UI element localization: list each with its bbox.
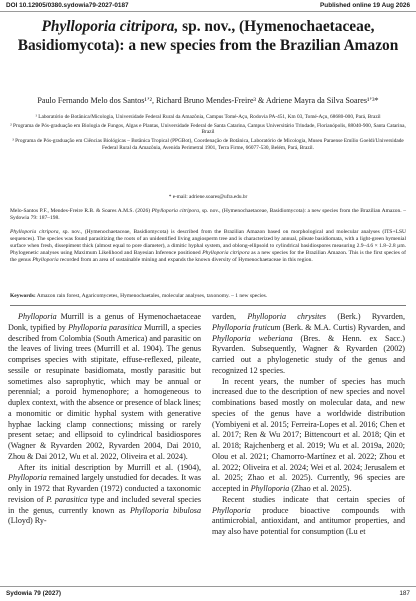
text: (Berk.) Ryvarden, xyxy=(326,312,405,321)
text: (Lloyd) Ry- xyxy=(8,516,47,526)
species-name: Phylloporia fruticum xyxy=(212,322,281,332)
title-species: Phylloporia citripora, xyxy=(41,18,179,35)
abstract xyxy=(10,229,406,264)
paragraph xyxy=(8,312,201,463)
text: produce bioactive compounds with antimicrobial, antioxidant, and antitumor properties, and may also have potential for consumption (Lu et xyxy=(212,505,405,536)
text: After its initial description by Murrill et al. (1904), xyxy=(18,462,201,472)
species-name: Phylloporia weberiana xyxy=(212,333,293,343)
citation-authors: Melo-Santos P.F., Mendes-Freire R.B. & Soares A.M.S. (2026) xyxy=(10,208,152,214)
author-list: Paulo Fernando Melo dos Santos¹ʼ², Richard Bruno Mendes-Freire³ & Adriene Mayra da Silva Soares¹ʼ³* xyxy=(37,96,379,105)
citation-rest: , sp. nov., (Hymenochaetaceae, Basidiomycota): a new species from the Brazilian Amazon. – Sydowia 79: 187–198. xyxy=(10,208,406,221)
citation xyxy=(10,208,406,222)
keywords xyxy=(10,293,406,299)
abstract-species-2: Phylloporia citripora xyxy=(202,250,250,257)
species-name: Phylloporia parasitica xyxy=(68,322,142,332)
paragraph xyxy=(8,463,201,528)
genus-name: Phylloporia xyxy=(18,312,57,321)
affiliation-3: ³ Programa de Pós-graduação em Ciências Biológicas – Botânica Tropical (PPGBot), Coordenação de Botânica, Laboratório de Micologia, Museu Paraense Emílio Goeldi/Universidade Federal Rural da Amazônia, Avenida Perimetral 1901, Terra Firme, 66077-530, Belém, Pará, Brazil. xyxy=(12,138,404,151)
page-number: 187 xyxy=(399,590,410,597)
paragraph xyxy=(212,495,405,538)
abstract-species: Phylloporia citripora xyxy=(10,229,59,235)
affiliation-1: ¹ Laboratório de Botânica/Micologia, Universidade Federal Rural da Amazônia, Campus Tomé-Açu, Rodovia PA-451, Km 03, Tomé-Açu, 68680-000, Pará, Brazil xyxy=(35,114,381,120)
species-name: Phylloporia bibulosa xyxy=(129,505,201,515)
body-column-right xyxy=(212,312,405,580)
genus-name: Phylloporia xyxy=(212,505,251,515)
species-name: P. parasitica xyxy=(46,494,88,504)
text: type and included several species in the genus, currently known as xyxy=(8,494,201,515)
paragraph xyxy=(212,377,405,495)
abstract-text-3: recorded from an area of sustainable mining and expands the known diversity of Hymenochaetaceae in this region. xyxy=(58,257,313,264)
running-header xyxy=(0,0,416,12)
published-date: Published online 19 Aug 2026 xyxy=(320,2,410,9)
text: (Bres. & Henn. ex Sacc.) Ryvarden. Subsequently, Wagner & Ryvarden (2002) carried out a phylogenetic study of the genus and recognized 12 species. xyxy=(212,333,405,375)
text: In recent years, the number of species has much increased due to the description of new species and novel combinations based mostly on molecular data, and new species of the genus have a worldwide distribution (Yombiyeni et al. 2015; Ferreira-Lopes et al. 2016; Chen et al. 2017; Ren & Wu 2017; Bittencourt et al. 2018; Qin et al. 2018; Rajchenberg et al. 2019; Wu et al. 2019a, 2020; Olou et al. 2021; Chamorro-Martínez et al. 2022; Zhou et al. 2022; Oliveira et al. 2024; Wei et al. 2024; Jerusalem et al. 2025; Zhao et al. 2025). Currently, 96 species are accepted in xyxy=(212,376,405,493)
body-column-left xyxy=(8,312,201,580)
abstract-text: , sp. nov., (Hymenochaetaceae, Basidiomycota) is described from the Brazilian Amazon based on morphological and molecular analyses (ITS+LSU sequences). The species was found parasitizing the roots of an unidentified living angiosperm tree and is characterized by annual, pileate basidiomata, with a light-green hymenial surface when fresh, dissepiment thick (almost equal to pore diameter), a dimitic hyphal system, and oblong-ellipsoid to cylindrical basidiospores measuring 2.9–4.6 × 1.8–2.8 µm. Phylogenetic analyses using Maximum Likelihood and Bayesian Inference positioned xyxy=(10,229,406,257)
section-divider xyxy=(10,305,406,306)
species-name: Phylloporia chrysites xyxy=(247,312,327,321)
affiliation-2: ² Programa de Pós-graduação em Biologia de Fungos, Algas e Plantas, Universidade Federal de Santa Catarina, Campus Universitário Trindade, Florianópolis, 88040-900, Santa Catarina, Brazil xyxy=(10,123,406,136)
text: remained largely unstudied for decades. It was only in 1972 that Ryvarden (1972) conducted a taxonomic revision of xyxy=(8,473,201,504)
abstract-text-2: as a new species for the Brazilian Amazon. This is the first species of the genus xyxy=(10,250,406,264)
keywords-label: Keywords: xyxy=(10,293,36,299)
text: Recent studies indicate that certain species of xyxy=(222,494,405,504)
keywords-text: Amazon rain forest, Agaricomycetes, Hymenochaetales, molecular analyses, taxonomy. – 1 new species. xyxy=(35,293,268,299)
text: Murrill is a genus of Hymenochaetaceae Donk, typified by xyxy=(8,312,201,332)
text: (Zhao et al. 2025). xyxy=(289,484,352,493)
citation-species: Phylloporia citripora xyxy=(151,208,200,214)
affiliations xyxy=(8,114,408,154)
journal-issue: Sydowia 79 (2027) xyxy=(6,590,62,597)
genus-name: Phylloporia xyxy=(250,484,290,493)
abstract-genus: Phylloporia xyxy=(32,257,59,264)
paragraph xyxy=(212,312,405,377)
running-footer xyxy=(0,586,416,601)
title-rest: sp. nov., (Hymenochaetaceae, Basidiomycota): a new species from the Brazilian Amazon xyxy=(17,18,399,54)
corresponding-email: * e-mail: adriene.soares@ufra.edu.br xyxy=(168,194,248,200)
text: (Berk. & M.A. Curtis) Ryvarden, and xyxy=(280,322,405,332)
doi-text: DOI 10.12905/0380.sydowia79-2027-0187 xyxy=(6,2,129,9)
text: varden, xyxy=(212,312,248,321)
text: Murrill, a species described from Colombia (South America) and parasitic on the leaves of living trees (Murrill et al. 1904). The genus comprises species with stipitate, effuse-reflexed, pileate, sessile or resupinate basidiomata, mostly parasitic but sometimes also saprophytic, which may be annual or perennial; a poroid hymenophore; a homogeneous to duplex context, with the absence or presence of black lines; a monomitic or dimitic hyphal system with generative hyphae lacking clamp connections; missing or rarely present setae; and ellipsoid to cylindrical basidiospores (Wagner & Ryvarden 2002, Ryvarden 2004, Dai 2010, Zhou & Dai 2012, Wu et al. 2022, Oliveira et al. 2024). xyxy=(8,322,201,461)
genus-name: Phylloporia xyxy=(8,473,47,483)
article-title xyxy=(16,18,400,55)
